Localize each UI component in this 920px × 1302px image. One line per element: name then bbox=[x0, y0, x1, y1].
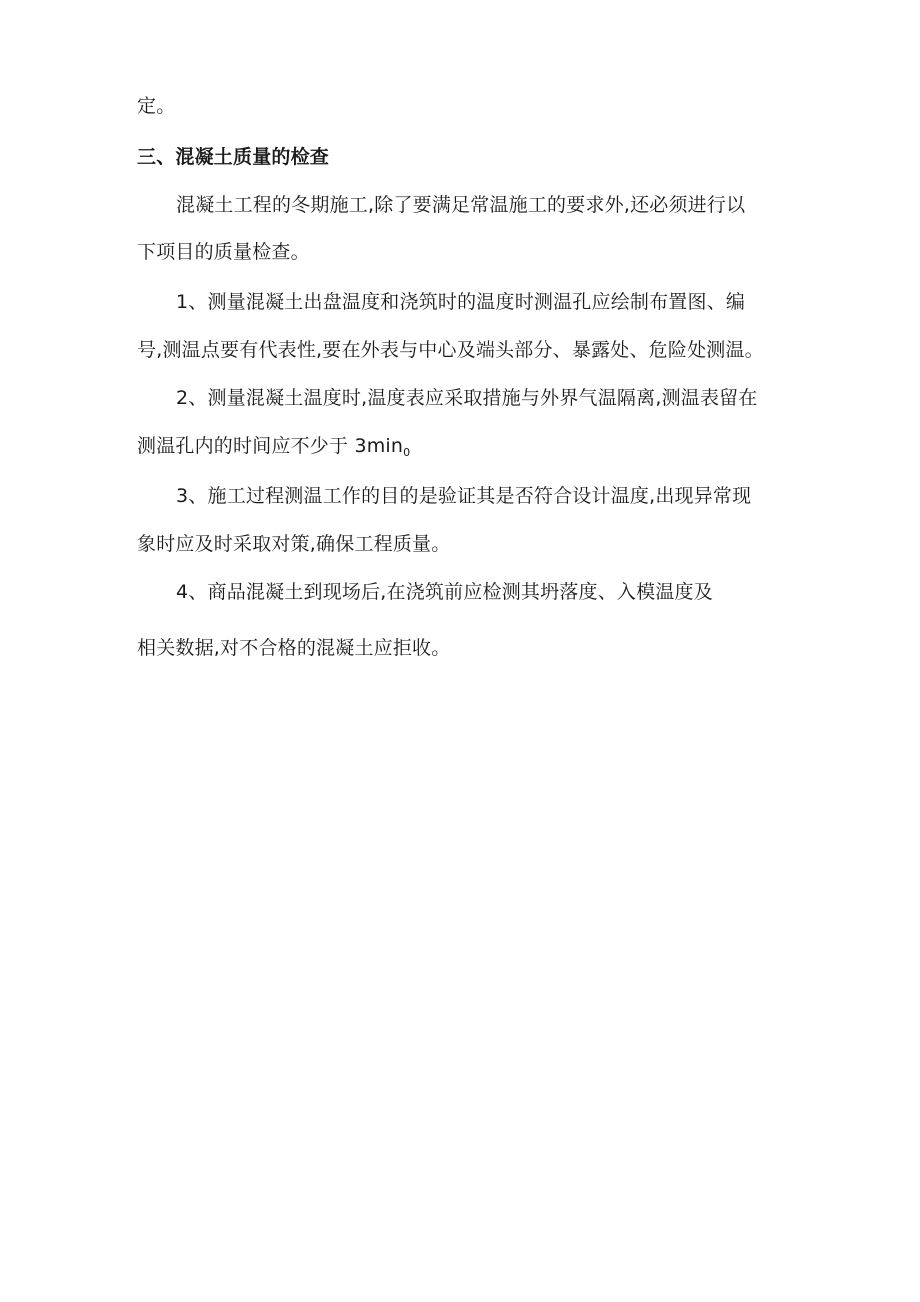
item-4-line-1: 4、商品混凝土到现场后,在浇筑前应检测其坍落度、入模温度及 bbox=[176, 581, 713, 603]
item-4-line-2: 相关数据,对不合格的混凝土应拒收。 bbox=[137, 637, 451, 659]
item-2-line-1: 2、测量混凝土温度时,温度表应采取措施与外界气温隔离,测温表留在 bbox=[176, 387, 758, 409]
item-2-subscript: 0 bbox=[403, 446, 411, 459]
intro-line-1: 混凝土工程的冬期施工,除了要满足常温施工的要求外,还必须进行以 bbox=[176, 194, 746, 216]
item-3-line-1: 3、施工过程测温工作的目的是验证其是否符合设计温度,出现异常现 bbox=[176, 485, 752, 507]
intro-line-2: 下项目的质量检查。 bbox=[137, 241, 310, 263]
continuation-text: 定。 bbox=[137, 95, 176, 117]
item-2-line-2 bbox=[137, 434, 410, 465]
item-2-line-2-text: 测温孔内的时间应不少于 3min bbox=[137, 435, 404, 457]
item-1-line-1: 1、测量混凝土出盘温度和浇筑时的温度时测温孔应绘制布置图、编 bbox=[176, 291, 746, 313]
item-1-line-2: 号,测温点要有代表性,要在外表与中心及端头部分、暴露处、危险处测温。 bbox=[137, 339, 764, 361]
item-3-line-2: 象时应及时采取对策,确保工程质量。 bbox=[137, 533, 451, 555]
section-heading: 三、混凝土质量的检查 bbox=[137, 146, 330, 168]
